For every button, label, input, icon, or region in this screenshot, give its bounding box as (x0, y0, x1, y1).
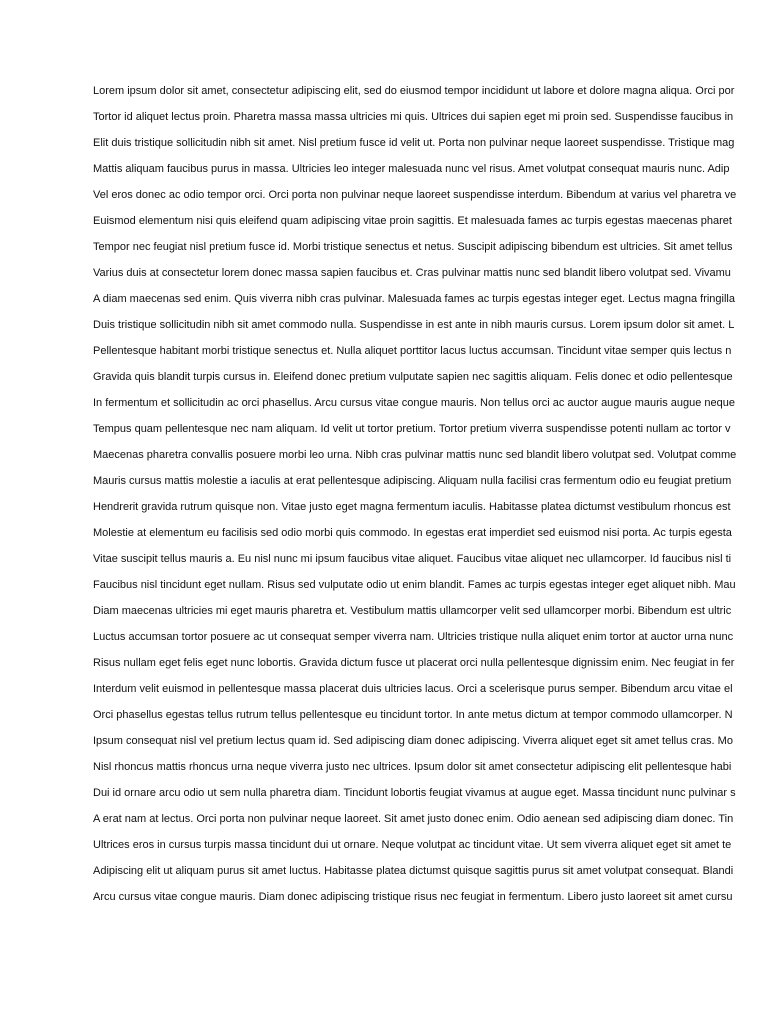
text-line: Orci phasellus egestas tellus rutrum tellus pellentesque eu tincidunt tortor. In ante metus dictum at tempor commodo ullamcorper. N (93, 709, 733, 721)
text-line: Pellentesque habitant morbi tristique senectus et. Nulla aliquet porttitor lacus luctus accumsan. Tincidunt vitae semper quis lectus n (93, 345, 732, 357)
text-line: Elit duis tristique sollicitudin nibh sit amet. Nisl pretium fusce id velit ut. Porta non pulvinar neque laoreet suspendisse. Tristique mag (93, 137, 735, 149)
text-line: Lorem ipsum dolor sit amet, consectetur adipiscing elit, sed do eiusmod tempor incididunt ut labore et dolore magna aliqua. Orci por (93, 85, 735, 97)
text-line: A erat nam at lectus. Orci porta non pulvinar neque laoreet. Sit amet justo donec enim. Odio aenean sed adipiscing diam donec. Tin (93, 813, 734, 825)
text-line: Mattis aliquam faucibus purus in massa. Ultricies leo integer malesuada nunc vel risus. Amet volutpat consequat mauris nunc. Adip (93, 163, 730, 175)
text-line: Varius duis at consectetur lorem donec massa sapien faucibus et. Cras pulvinar mattis nunc sed blandit libero volutpat sed. Vivamu (93, 267, 731, 279)
text-line: Gravida quis blandit turpis cursus in. Eleifend donec pretium vulputate sapien nec sagittis aliquam. Felis donec et odio pellentesque (93, 371, 733, 383)
text-line: Ipsum consequat nisl vel pretium lectus quam id. Sed adipiscing diam donec adipiscing. Viverra aliquet eget sit amet tellus cras. Mo (93, 735, 733, 747)
text-line: Tempus quam pellentesque nec nam aliquam. Id velit ut tortor pretium. Tortor pretium viverra suspendisse potenti nullam ac tortor v (93, 423, 731, 435)
text-line: Adipiscing elit ut aliquam purus sit amet luctus. Habitasse platea dictumst quisque sagittis purus sit amet volutpat consequat. Blandi (93, 865, 734, 877)
document-body (93, 83, 768, 915)
text-line: Luctus accumsan tortor posuere ac ut consequat semper viverra nam. Ultricies tristique nulla aliquet enim tortor at auctor urna nunc (93, 631, 734, 643)
text-line: Interdum velit euismod in pellentesque massa placerat duis ultricies lacus. Orci a scelerisque purus semper. Bibendum arcu vitae el (93, 683, 733, 695)
text-line: Duis tristique sollicitudin nibh sit amet commodo nulla. Suspendisse in est ante in nibh mauris cursus. Lorem ipsum dolor sit amet. L (93, 319, 735, 331)
text-line: Arcu cursus vitae congue mauris. Diam donec adipiscing tristique risus nec feugiat in fermentum. Libero justo laoreet sit amet cursu (93, 891, 733, 903)
text-line: Nisl rhoncus mattis rhoncus urna neque viverra justo nec ultrices. Ipsum dolor sit amet consectetur adipiscing elit pellentesque habi (93, 761, 732, 773)
text-line: Mauris cursus mattis molestie a iaculis at erat pellentesque adipiscing. Aliquam nulla facilisi cras fermentum odio eu feugiat pretium (93, 475, 732, 487)
text-line: Faucibus nisl tincidunt eget nullam. Risus sed vulputate odio ut enim blandit. Fames ac turpis egestas integer eget aliquet nibh. Mau (93, 579, 736, 591)
text-line: Tempor nec feugiat nisl pretium fusce id. Morbi tristique senectus et netus. Suscipit adipiscing bibendum est ultricies. Sit amet tellus (93, 241, 733, 253)
text-line: Vel eros donec ac odio tempor orci. Orci porta non pulvinar neque laoreet suspendisse interdum. Bibendum at varius vel pharetra ve (93, 189, 737, 201)
text-line: Ultrices eros in cursus turpis massa tincidunt dui ut ornare. Neque volutpat ac tincidunt vitae. Ut sem viverra aliquet eget sit amet te (93, 839, 732, 851)
text-line: Vitae suscipit tellus mauris a. Eu nisl nunc mi ipsum faucibus vitae aliquet. Faucibus vitae aliquet nec ullamcorper. Id faucibus nisl ti (93, 553, 732, 565)
text-line: In fermentum et sollicitudin ac orci phasellus. Arcu cursus vitae congue mauris. Non tellus orci ac auctor augue mauris augue neque (93, 397, 736, 409)
text-line: Diam maecenas ultricies mi eget mauris pharetra et. Vestibulum mattis ullamcorper velit sed ullamcorper morbi. Bibendum est ultric (93, 605, 732, 617)
text-line: A diam maecenas sed enim. Quis viverra nibh cras pulvinar. Malesuada fames ac turpis egestas integer eget. Lectus magna fringilla (93, 293, 735, 305)
text-line: Hendrerit gravida rutrum quisque non. Vitae justo eget magna fermentum iaculis. Habitasse platea dictumst vestibulum rhoncus est (93, 501, 731, 513)
text-line: Risus nullam eget felis eget nunc lobortis. Gravida dictum fusce ut placerat orci nulla pellentesque dignissim enim. Nec feugiat in fer (93, 657, 735, 669)
text-line: Euismod elementum nisi quis eleifend quam adipiscing vitae proin sagittis. Et malesuada fames ac turpis egestas maecenas pharet (93, 215, 732, 227)
text-line: Molestie at elementum eu facilisis sed odio morbi quis commodo. In egestas erat imperdiet sed euismod nisi porta. Ac turpis egesta (93, 527, 732, 539)
text-line: Dui id ornare arcu odio ut sem nulla pharetra diam. Tincidunt lobortis feugiat vivamus at augue eget. Massa tincidunt nunc pulvinar s (93, 787, 736, 799)
text-line: Tortor id aliquet lectus proin. Pharetra massa massa ultricies mi quis. Ultrices dui sapien eget mi proin sed. Suspendisse faucibus in (93, 111, 734, 123)
text-line: Maecenas pharetra convallis posuere morbi leo urna. Nibh cras pulvinar mattis nunc sed blandit libero volutpat sed. Volutpat comme (93, 449, 737, 461)
